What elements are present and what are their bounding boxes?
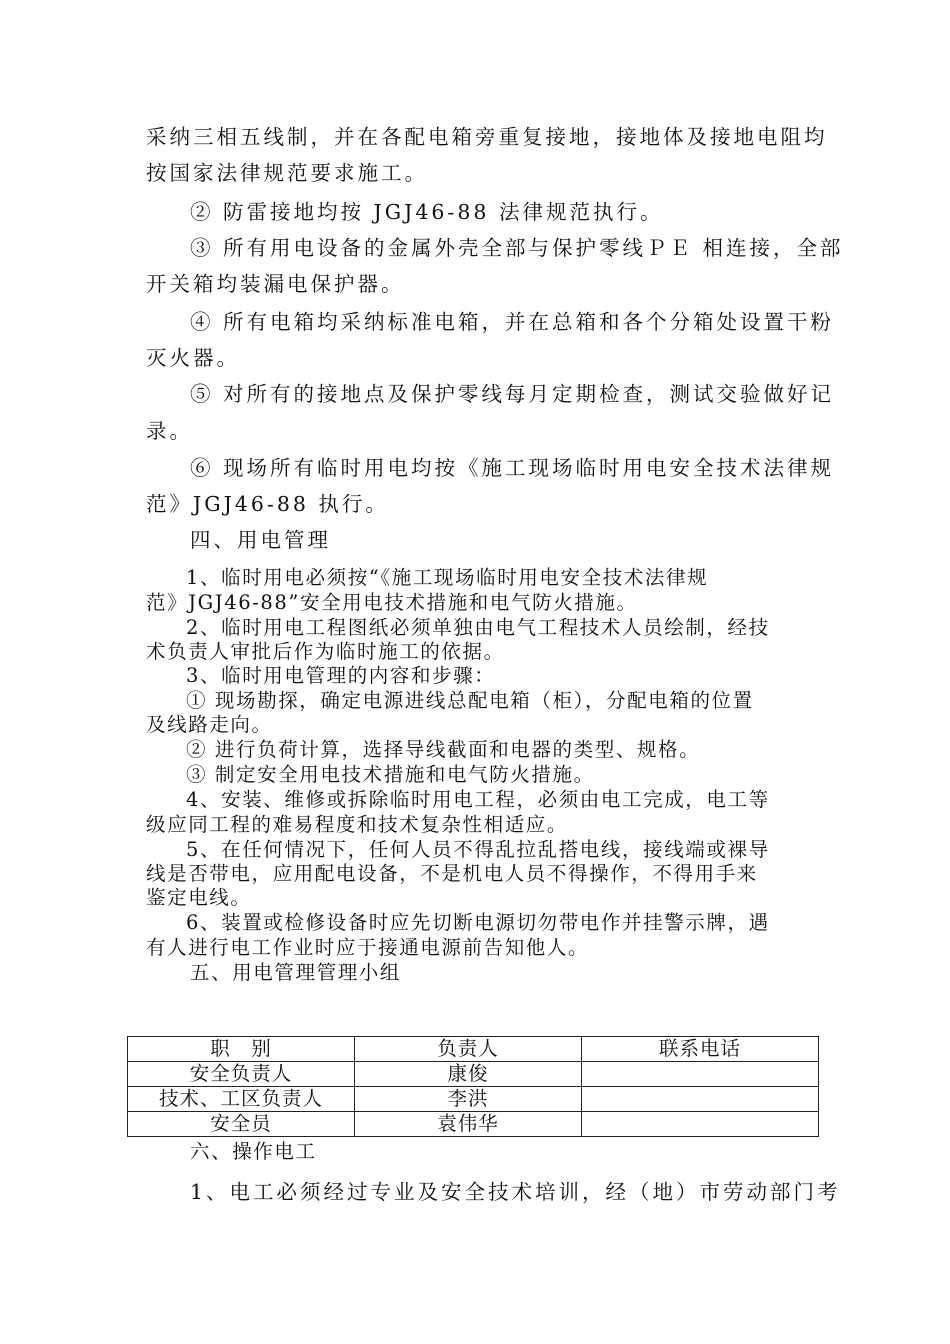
table-cell: [582, 1087, 819, 1112]
section-heading: 五、用电管理管理小组: [190, 961, 402, 984]
paragraph-line: ④ 所有电箱均采纳标准电箱，并在总箱和各个分箱处设置干粉: [190, 310, 835, 334]
table-cell: 安全负责人: [128, 1062, 355, 1087]
paragraph-line: 1、电工必须经过专业及安全技术培训，经（地）市劳动部门考: [190, 1180, 841, 1204]
table-cell: 安全员: [128, 1112, 355, 1137]
header-cell: 负责人: [355, 1037, 582, 1062]
management-line: 5、在任何情况下，任何人员不得乱拉乱搭电线，接线端或裸导: [186, 838, 770, 861]
paragraph-line: 开关箱均装漏电保护器。: [146, 272, 405, 296]
paragraph-line: ③ 所有用电设备的金属外壳全部与保护零线ＰＥ 相连接，全部: [190, 236, 844, 260]
management-line: 2、临时用电工程图纸必须单独由电气工程技术人员绘制，经技: [186, 616, 770, 639]
paragraph-line: 采纳三相五线制，并在各配电箱旁重复接地，接地体及接地电阻均: [146, 125, 828, 149]
table-row: [128, 1087, 819, 1112]
paragraph-line: ② 防雷接地均按 JGJ46-88 法律规范执行。: [190, 200, 664, 224]
management-line: 及线路走向。: [146, 713, 273, 736]
paragraph-line: 按国家法律规范要求施工。: [146, 161, 428, 185]
paragraph-line: 录。: [146, 419, 193, 443]
management-line: 有人进行电工作业时应于接通电源前告知他人。: [146, 936, 590, 959]
management-line: 4、安装、维修或拆除临时用电工程，必须由电工完成，电工等: [186, 788, 770, 811]
section-heading: 四、用电管理: [190, 528, 331, 552]
table-cell: [582, 1062, 819, 1087]
table-row: [128, 1112, 819, 1137]
paragraph-line: 范》JGJ46-88 执行。: [146, 492, 389, 516]
table-cell: 康俊: [355, 1062, 582, 1087]
header-cell: 职 别: [128, 1037, 355, 1062]
management-line: 1、临时用电必须按“《施工现场临时用电安全技术法律规: [186, 566, 709, 589]
section-heading: 六、操作电工: [190, 1140, 317, 1163]
table-row: [128, 1062, 819, 1087]
header-cell: 联系电话: [582, 1037, 819, 1062]
paragraph-line: 灭火器。: [146, 346, 240, 370]
table-cell: 袁伟华: [355, 1112, 582, 1137]
table-cell: 技术、工区负责人: [128, 1087, 355, 1112]
management-line: ① 现场勘探，确定电源进线总配电箱（柜），分配电箱的位置: [186, 689, 754, 712]
paragraph-line: ⑤ 对所有的接地点及保护零线每月定期检查，测试交验做好记: [190, 382, 835, 406]
table-header-row: [128, 1037, 819, 1062]
management-line: ③ 制定安全用电技术措施和电气防火措施。: [186, 763, 595, 786]
management-line: 6、装置或检修设备时应先切断电源切勿带电作并挂警示牌，遇: [186, 911, 770, 934]
table-cell: 李洪: [355, 1087, 582, 1112]
management-line: 3、临时用电管理的内容和步骤：: [186, 664, 496, 687]
management-line: 范》JGJ46-88”安全用电技术措施和电气防火措施。: [146, 591, 638, 614]
management-line: 鉴定电线。: [146, 886, 252, 909]
table-cell: [582, 1112, 819, 1137]
management-line: 术负责人审批后作为临时施工的依据。: [146, 640, 505, 663]
management-line: 级应同工程的难易程度和技术复杂性相适应。: [146, 813, 569, 836]
management-team-table: [127, 1036, 819, 1137]
management-line: ② 进行负荷计算，选择导线截面和电器的类型、规格。: [186, 738, 701, 761]
management-line: 线是否带电，应用配电设备，不是机电人员不得操作，不得用手来: [146, 862, 758, 885]
paragraph-line: ⑥ 现场所有临时用电均按《施工现场临时用电安全技术法律规: [190, 456, 835, 480]
